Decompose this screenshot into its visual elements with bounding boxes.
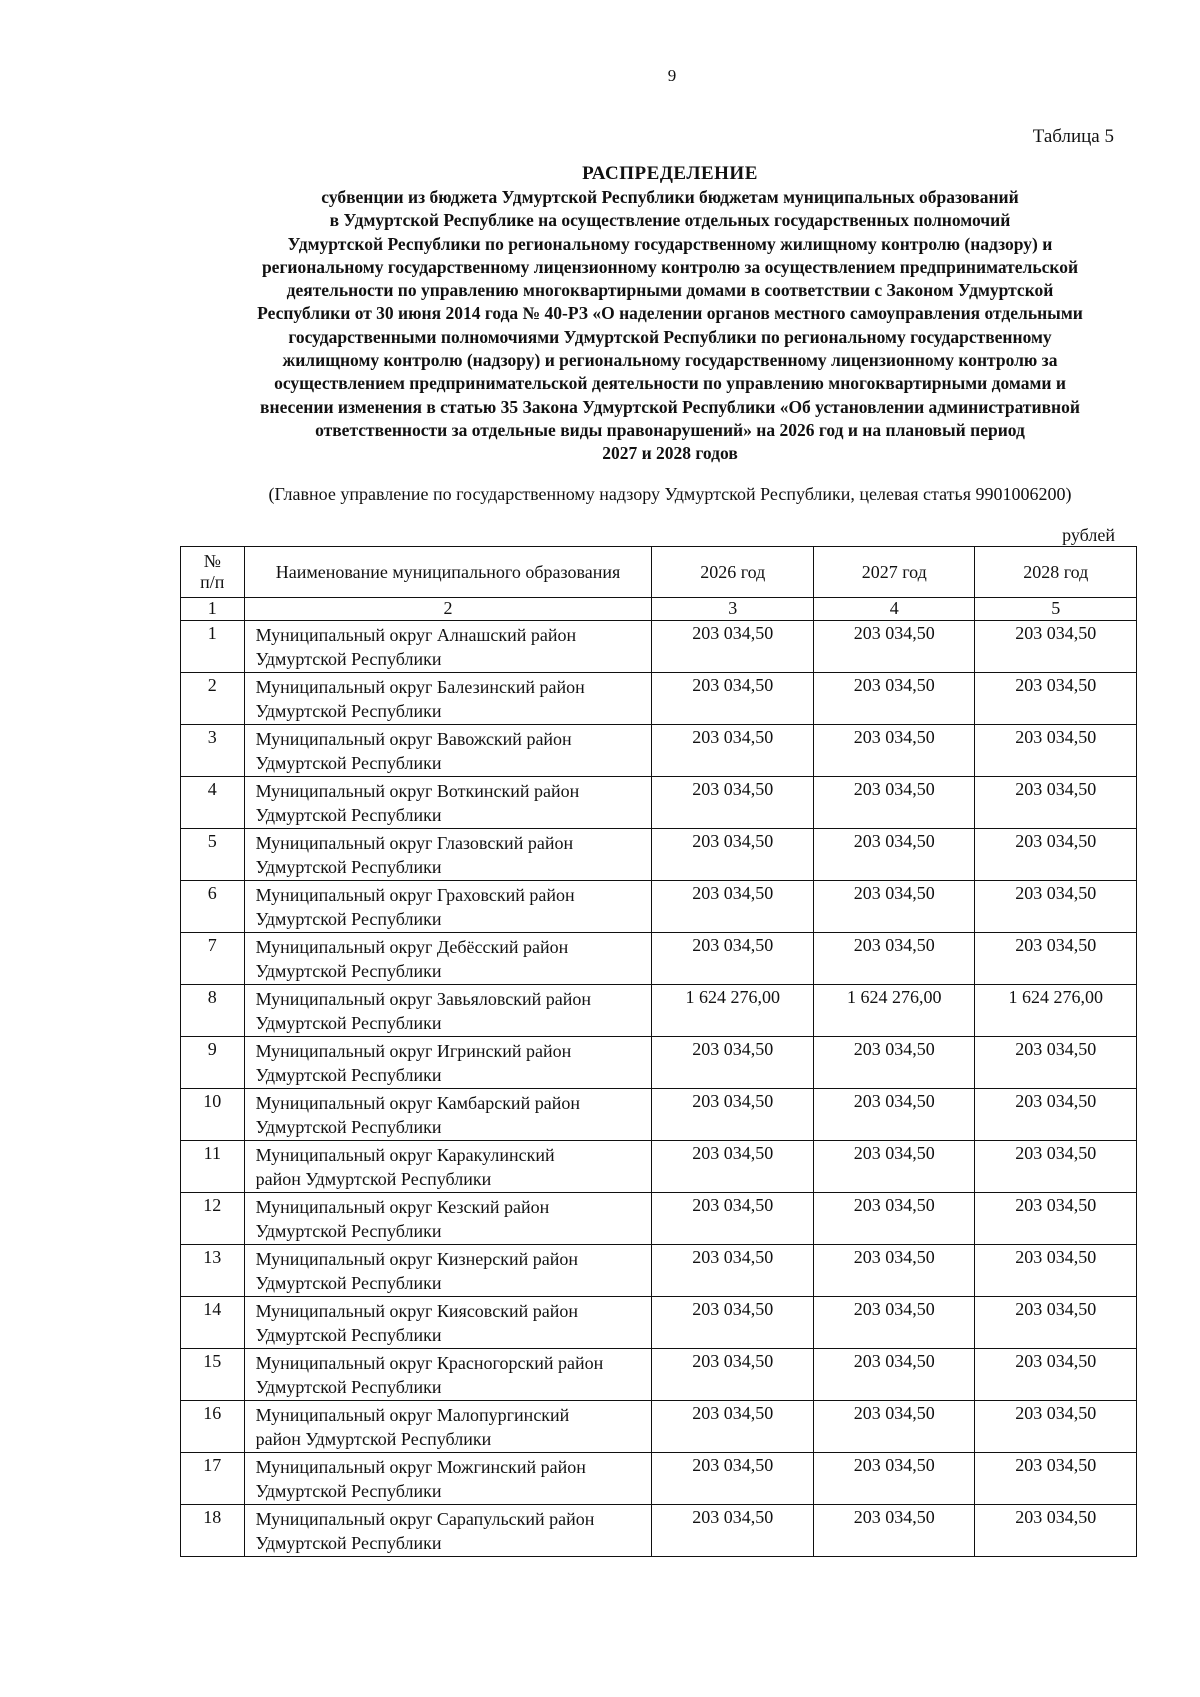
amount-2027: 203 034,50 [813, 829, 975, 881]
amount-2026: 203 034,50 [652, 829, 814, 881]
amount-2027: 203 034,50 [813, 1193, 975, 1245]
municipality-name-line: Удмуртской Республики [255, 701, 442, 721]
amount-2027: 203 034,50 [813, 1245, 975, 1297]
amount-2027: 203 034,50 [813, 1297, 975, 1349]
column-index-row [181, 598, 1137, 621]
document-description [190, 186, 1150, 466]
municipality-name-line: Удмуртской Республики [255, 909, 442, 929]
municipality-name [244, 621, 652, 673]
amount-2026: 203 034,50 [652, 1349, 814, 1401]
amount-2027: 203 034,50 [813, 1505, 975, 1557]
column-index: 2 [244, 598, 652, 621]
amount-2026: 203 034,50 [652, 673, 814, 725]
municipality-name [244, 881, 652, 933]
row-number: 4 [181, 777, 245, 829]
amount-2026: 203 034,50 [652, 1141, 814, 1193]
row-number: 1 [181, 621, 245, 673]
municipality-name [244, 1349, 652, 1401]
amount-2028: 203 034,50 [975, 1505, 1137, 1557]
currency-unit: рублей [1062, 525, 1115, 545]
municipality-name-line: Муниципальный округ Малопургинский [255, 1405, 570, 1425]
table-row [181, 933, 1137, 985]
municipality-name [244, 829, 652, 881]
municipality-name [244, 933, 652, 985]
table-row [181, 725, 1137, 777]
table-row [181, 1245, 1137, 1297]
description-line: государственными полномочиями Удмуртской Республики по региональному государственному [288, 326, 1052, 347]
row-number: 10 [181, 1089, 245, 1141]
amount-2028: 203 034,50 [975, 1089, 1137, 1141]
row-number: 18 [181, 1505, 245, 1557]
table-row [181, 1193, 1137, 1245]
amount-2027: 203 034,50 [813, 621, 975, 673]
municipality-name-line: Удмуртской Республики [255, 649, 442, 669]
municipality-name-line: Удмуртской Республики [255, 1377, 442, 1397]
table-row [181, 1297, 1137, 1349]
amount-2028: 203 034,50 [975, 881, 1137, 933]
amount-2027: 203 034,50 [813, 1089, 975, 1141]
municipality-name [244, 777, 652, 829]
amount-2026: 203 034,50 [652, 1037, 814, 1089]
municipality-name-line: Удмуртской Республики [255, 1013, 442, 1033]
table-row [181, 881, 1137, 933]
municipality-name [244, 985, 652, 1037]
amount-2026: 203 034,50 [652, 777, 814, 829]
municipality-name [244, 673, 652, 725]
amount-2026: 203 034,50 [652, 1297, 814, 1349]
amount-2026: 203 034,50 [652, 1193, 814, 1245]
municipality-name-line: Удмуртской Республики [255, 961, 442, 981]
row-number: 8 [181, 985, 245, 1037]
amount-2026: 203 034,50 [652, 1401, 814, 1453]
document-subheading: (Главное управление по государственному надзору Удмуртской Республики, целевая статья 9901006200) [268, 484, 1072, 504]
table-row [181, 1141, 1137, 1193]
header-number-line1: № [203, 551, 221, 571]
row-number: 6 [181, 881, 245, 933]
table-row [181, 673, 1137, 725]
header-2027: 2027 год [813, 547, 975, 598]
row-number: 13 [181, 1245, 245, 1297]
municipality-name-line: Муниципальный округ Красногорский район [255, 1353, 604, 1373]
municipality-name [244, 1453, 652, 1505]
municipality-name-line: Муниципальный округ Алнашский район [255, 625, 577, 645]
table-row [181, 1453, 1137, 1505]
row-number: 3 [181, 725, 245, 777]
column-index: 4 [813, 598, 975, 621]
municipality-name-line: Удмуртской Республики [255, 1533, 442, 1553]
amount-2028: 203 034,50 [975, 1193, 1137, 1245]
amount-2026: 1 624 276,00 [652, 985, 814, 1037]
row-number: 16 [181, 1401, 245, 1453]
municipality-name-line: Муниципальный округ Кезский район [255, 1197, 550, 1217]
amount-2027: 203 034,50 [813, 933, 975, 985]
municipality-name [244, 1141, 652, 1193]
header-2026: 2026 год [652, 547, 814, 598]
description-line: жилищному контролю (надзору) и региональному государственному лицензионному контролю за [282, 350, 1058, 371]
municipality-name-line: Муниципальный округ Киясовский район [255, 1301, 578, 1321]
amount-2026: 203 034,50 [652, 1245, 814, 1297]
municipality-name-line: Удмуртской Республики [255, 1117, 442, 1137]
amount-2028: 203 034,50 [975, 621, 1137, 673]
amount-2026: 203 034,50 [652, 725, 814, 777]
row-number: 12 [181, 1193, 245, 1245]
amount-2028: 203 034,50 [975, 933, 1137, 985]
amount-2027: 203 034,50 [813, 777, 975, 829]
amount-2027: 1 624 276,00 [813, 985, 975, 1037]
amount-2026: 203 034,50 [652, 1089, 814, 1141]
amount-2028: 203 034,50 [975, 1297, 1137, 1349]
municipality-name-line: Муниципальный округ Воткинский район [255, 781, 580, 801]
municipality-name-line: Муниципальный округ Балезинский район [255, 677, 585, 697]
amount-2028: 203 034,50 [975, 829, 1137, 881]
amount-2027: 203 034,50 [813, 1349, 975, 1401]
row-number: 2 [181, 673, 245, 725]
description-line: региональному государственному лицензионному контролю за осуществлением предпринимательской [261, 256, 1079, 277]
municipality-name [244, 1193, 652, 1245]
amount-2027: 203 034,50 [813, 1401, 975, 1453]
municipality-name-line: Муниципальный округ Можгинский район [255, 1457, 586, 1477]
row-number: 9 [181, 1037, 245, 1089]
distribution-table [180, 546, 1137, 1557]
row-number: 15 [181, 1349, 245, 1401]
row-number: 17 [181, 1453, 245, 1505]
amount-2028: 203 034,50 [975, 1037, 1137, 1089]
table-row [181, 621, 1137, 673]
municipality-name [244, 1037, 652, 1089]
page-number: 9 [667, 66, 677, 85]
amount-2028: 203 034,50 [975, 673, 1137, 725]
municipality-name-line: Удмуртской Республики [255, 1065, 442, 1085]
table-row [181, 985, 1137, 1037]
amount-2026: 203 034,50 [652, 1453, 814, 1505]
table-row [181, 1505, 1137, 1557]
table-row [181, 1401, 1137, 1453]
amount-2028: 203 034,50 [975, 1401, 1137, 1453]
municipality-name-line: Удмуртской Республики [255, 805, 442, 825]
description-line: субвенции из бюджета Удмуртской Республики бюджетам муниципальных образований [321, 187, 1019, 207]
municipality-name-line: Муниципальный округ Дебёсский район [255, 937, 569, 957]
municipality-name [244, 1401, 652, 1453]
municipality-name-line: Муниципальный округ Камбарский район [255, 1093, 580, 1113]
description-line: деятельности по управлению многоквартирными домами в соответствии с Законом Удмуртской [286, 280, 1054, 301]
amount-2027: 203 034,50 [813, 1453, 975, 1505]
amount-2026: 203 034,50 [652, 621, 814, 673]
municipality-name-line: Муниципальный округ Глазовский район [255, 833, 574, 853]
municipality-name-line: Муниципальный округ Завьяловский район [255, 989, 592, 1009]
row-number: 11 [181, 1141, 245, 1193]
municipality-name-line: район Удмуртской Республики [255, 1429, 492, 1449]
header-number [181, 547, 245, 598]
table-header-row [181, 547, 1137, 598]
amount-2027: 203 034,50 [813, 1141, 975, 1193]
municipality-name-line: район Удмуртской Республики [255, 1169, 492, 1189]
table-row [181, 1037, 1137, 1089]
row-number: 5 [181, 829, 245, 881]
document-heading [170, 162, 1170, 466]
description-line: 2027 и 2028 годов [602, 443, 738, 464]
municipality-name [244, 1089, 652, 1141]
municipality-name [244, 1505, 652, 1557]
amount-2027: 203 034,50 [813, 1037, 975, 1089]
amount-2026: 203 034,50 [652, 933, 814, 985]
column-index: 1 [181, 598, 245, 621]
header-number-line2: п/п [200, 572, 225, 592]
amount-2028: 203 034,50 [975, 777, 1137, 829]
municipality-name-line: Удмуртской Республики [255, 1221, 442, 1241]
municipality-name-line: Муниципальный округ Сарапульский район [255, 1509, 595, 1529]
amount-2027: 203 034,50 [813, 673, 975, 725]
municipality-name-line: Удмуртской Республики [255, 1325, 442, 1345]
amount-2028: 203 034,50 [975, 1453, 1137, 1505]
description-line: в Удмуртской Республике на осуществление отдельных государственных полномочий [329, 210, 1011, 231]
row-number: 7 [181, 933, 245, 985]
description-line: осуществлением предпринимательской деятельности по управлению многоквартирными домами и [274, 373, 1066, 394]
amount-2028: 203 034,50 [975, 1349, 1137, 1401]
municipality-name-line: Удмуртской Республики [255, 1273, 442, 1293]
municipality-name [244, 1297, 652, 1349]
description-line: внесении изменения в статью 35 Закона Удмуртской Республики «Об установлении административной [260, 396, 1080, 417]
table-row [181, 777, 1137, 829]
amount-2027: 203 034,50 [813, 725, 975, 777]
municipality-name-line: Муниципальный округ Каракулинский [255, 1145, 555, 1165]
table-label: Таблица 5 [1032, 126, 1114, 147]
amount-2028: 203 034,50 [975, 1141, 1137, 1193]
header-name: Наименование муниципального образования [244, 547, 652, 598]
municipality-name [244, 1245, 652, 1297]
amount-2028: 203 034,50 [975, 1245, 1137, 1297]
municipality-name-line: Удмуртской Республики [255, 857, 442, 877]
column-index: 3 [652, 598, 814, 621]
amount-2028: 203 034,50 [975, 725, 1137, 777]
description-line: Удмуртской Республики по региональному государственному жилищному контролю (надзору) и [287, 233, 1053, 254]
municipality-name-line: Муниципальный округ Игринский район [255, 1041, 572, 1061]
municipality-name-line: Муниципальный округ Вавожский район [255, 729, 572, 749]
municipality-name-line: Удмуртской Республики [255, 1481, 442, 1501]
description-line: ответственности за отдельные виды правонарушений» на 2026 год и на плановый период [315, 419, 1025, 440]
document-title: РАСПРЕДЕЛЕНИЕ [582, 163, 758, 184]
municipality-name [244, 725, 652, 777]
table-row [181, 1089, 1137, 1141]
table-row [181, 829, 1137, 881]
column-index: 5 [975, 598, 1137, 621]
header-2028: 2028 год [975, 547, 1137, 598]
municipality-name-line: Муниципальный округ Кизнерский район [255, 1249, 579, 1269]
amount-2028: 1 624 276,00 [975, 985, 1137, 1037]
description-line: Республики от 30 июня 2014 года № 40-РЗ «О наделении органов местного самоуправления отдельными [257, 303, 1083, 324]
municipality-name-line: Удмуртской Республики [255, 753, 442, 773]
amount-2026: 203 034,50 [652, 1505, 814, 1557]
table-row [181, 1349, 1137, 1401]
row-number: 14 [181, 1297, 245, 1349]
amount-2027: 203 034,50 [813, 881, 975, 933]
amount-2026: 203 034,50 [652, 881, 814, 933]
municipality-name-line: Муниципальный округ Граховский район [255, 885, 575, 905]
